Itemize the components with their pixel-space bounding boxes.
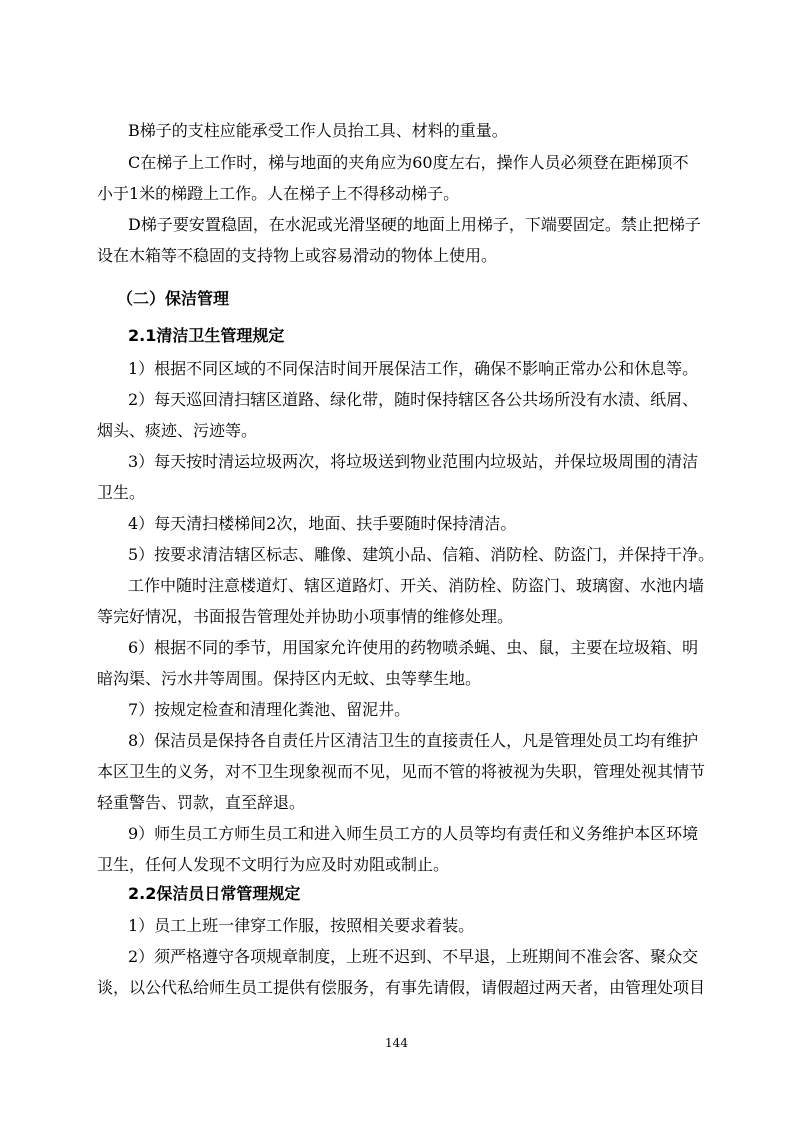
- text-line: 卫生。: [97, 483, 146, 502]
- heading-text: 2.2保洁员日常管理规定: [128, 884, 301, 903]
- text-line: 3）每天按时清运垃圾两次，将垃圾送到物业范围内垃圾站，并保垃圾周围的清洁: [128, 452, 699, 471]
- heading-text: 2.1清洁卫生管理规定: [128, 326, 285, 345]
- text-line: 本区卫生的义务，对不卫生现象视而不见，见而不管的将被视为失职，管理处视其情节: [97, 762, 706, 781]
- text-line: 卫生，任何人发现不文明行为应及时劝阻或制止。: [97, 855, 450, 874]
- text-line: 7）按规定检查和清理化粪池、留泥井。: [128, 700, 411, 719]
- text-line: 1）员工上班一律穿工作服，按照相关要求着装。: [128, 916, 475, 935]
- text-line: 等完好情况，书面报告管理处并协助小项事情的维修处理。: [97, 607, 514, 626]
- page-number: 144: [385, 1036, 408, 1050]
- text-line: 设在木箱等不稳固的支持物上或容易滑动的物体上使用。: [97, 246, 498, 265]
- text-line: 小于1米的梯蹬上工作。人在梯子上不得移动梯子。: [97, 184, 460, 203]
- text-line: 谈，以公代私给师生员工提供有偿服务，有事先请假，请假超过两天者，由管理处项目: [97, 978, 706, 997]
- text-line: C在梯子上工作时，梯与地面的夹角应为60度左右，操作人员必须登在距梯顶不: [128, 153, 689, 172]
- text-line: 8）保洁员是保持各自责任片区清洁卫生的直接责任人，凡是管理处员工均有维护: [128, 731, 699, 750]
- text-line: 9）师生员工方师生员工和进入师生员工方的人员等均有责任和义务维护本区环境: [128, 824, 699, 843]
- text-line: 1）根据不同区域的不同保洁时间开展保洁工作，确保不影响正常办公和休息等。: [128, 359, 699, 378]
- text-line: 烟头、痰迹、污迹等。: [97, 421, 258, 440]
- text-line: 轻重警告、罚款，直至辞退。: [97, 793, 306, 812]
- heading-text: （二）保洁管理: [117, 289, 230, 308]
- text-line: B梯子的支柱应能承受工作人员抬工具、材料的重量。: [128, 121, 508, 140]
- text-line: 2）每天巡回清扫辖区道路、绿化带，随时保持辖区各公共场所没有水渍、纸屑、: [128, 390, 699, 409]
- text-line: 4）每天清扫楼梯间2次，地面、扶手要随时保持清洁。: [128, 514, 517, 533]
- text-line: 工作中随时注意楼道灯、辖区道路灯、开关、消防栓、防盗门、玻璃窗、水池内墙: [128, 576, 705, 595]
- text-line: 暗沟渠、污水井等周围。保持区内无蚊、虫等孳生地。: [97, 669, 482, 688]
- text-line: 6）根据不同的季节，用国家允许使用的药物喷杀蝇、虫、鼠，主要在垃圾箱、明: [128, 638, 699, 657]
- text-line: 2）须严格遵守各项规章制度，上班不迟到、不早退，上班期间不准会客、聚众交: [128, 947, 699, 966]
- text-line: 5）按要求清洁辖区标志、雕像、建筑小品、信箱、消防栓、防盗门，并保持干净。: [128, 545, 715, 564]
- text-line: D梯子要安置稳固，在水泥或光滑坚硬的地面上用梯子，下端要固定。禁止把梯子: [128, 215, 701, 234]
